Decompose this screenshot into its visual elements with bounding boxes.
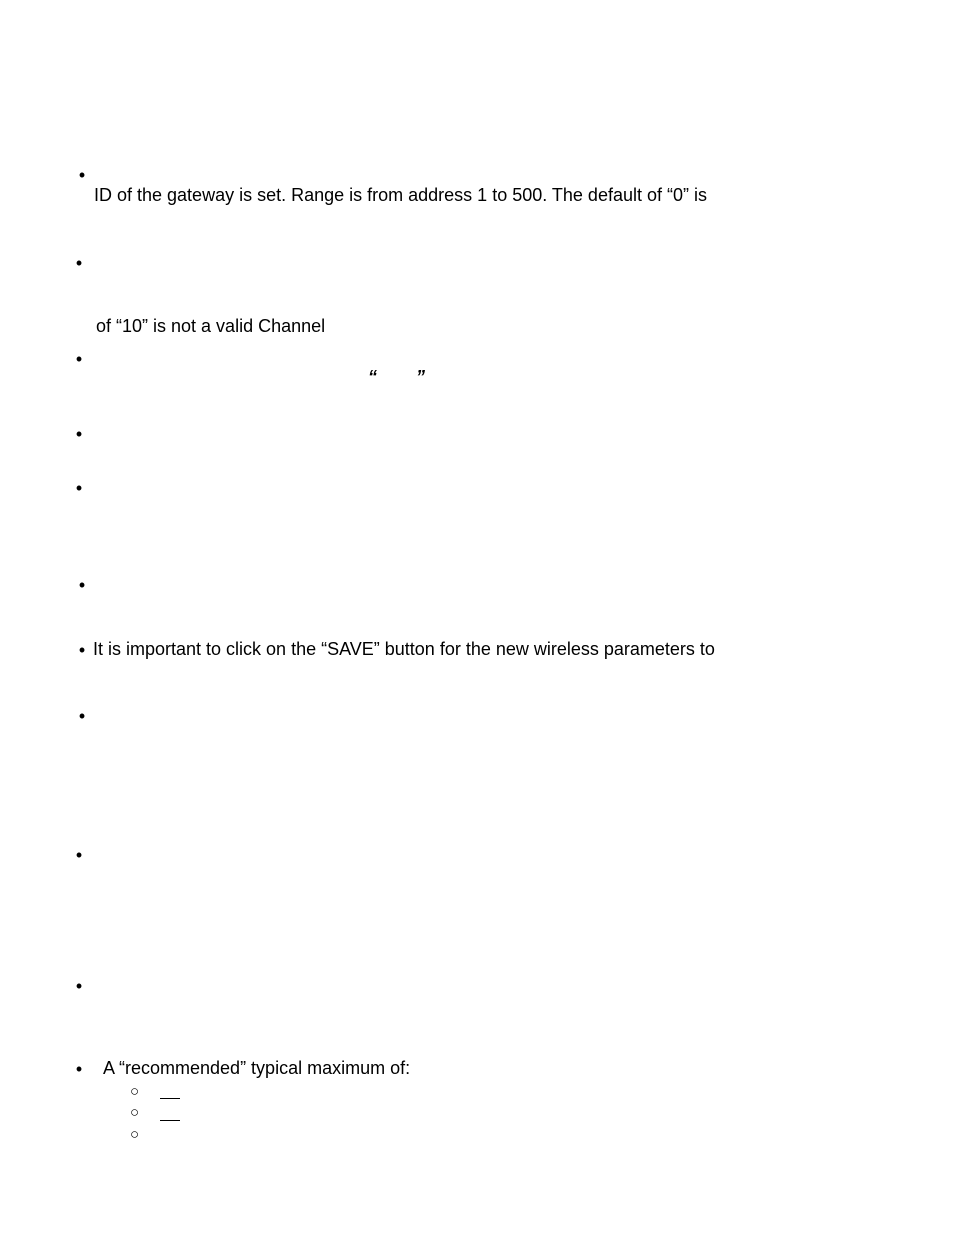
open-quote: “ — [368, 367, 377, 387]
sub-bullet-3: ○ — [130, 1126, 140, 1143]
blank-line-2 — [160, 1120, 180, 1121]
sub-bullet-2: ○ — [130, 1104, 140, 1121]
bullet-3: • — [75, 349, 83, 369]
channel-text: of “10” is not a valid Channel — [96, 316, 326, 336]
bullet-1: • — [78, 165, 86, 185]
bullet-6: • — [78, 575, 86, 595]
bullet-5: • — [75, 478, 83, 498]
save-button-text: It is important to click on the “SAVE” button for the new wireless parameters to — [93, 639, 715, 659]
bullet-4: • — [75, 424, 83, 444]
close-quote: ” — [416, 367, 425, 387]
recommended-text: A “recommended” typical maximum of: — [103, 1058, 411, 1078]
sub-bullet-1: ○ — [130, 1083, 140, 1100]
bullet-11: • — [75, 1059, 83, 1079]
blank-line-1 — [160, 1098, 180, 1099]
bullet-9: • — [75, 845, 83, 865]
bullet-2: • — [75, 253, 83, 273]
bullet-10: • — [75, 976, 83, 996]
bullet-7: • — [78, 640, 86, 660]
bullet-8: • — [78, 706, 86, 726]
gateway-id-text: ID of the gateway is set. Range is from address 1 to 500. The default of “0” is — [94, 185, 707, 205]
